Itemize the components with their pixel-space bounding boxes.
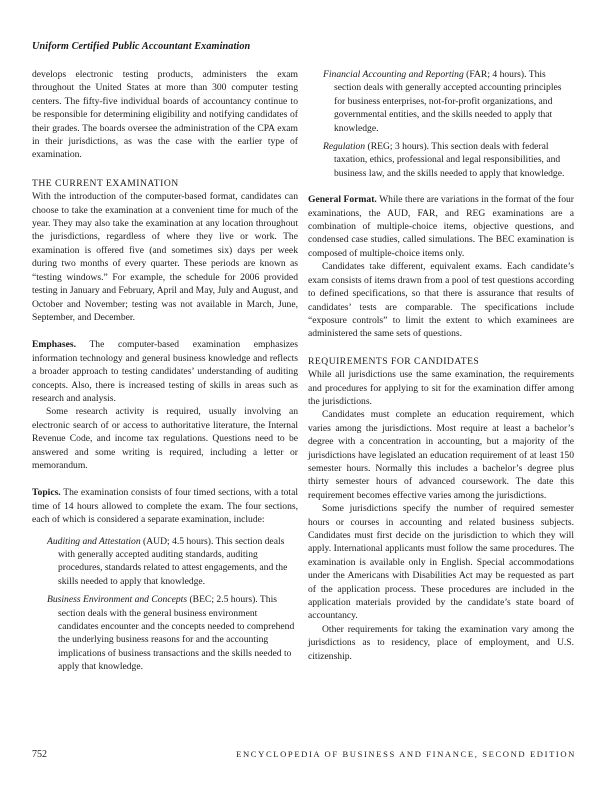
emphases-label: Emphases. [32, 339, 76, 351]
current-examination-heading: THE CURRENT EXAMINATION [32, 177, 179, 189]
list-item [323, 140, 574, 180]
research-paragraph: Some research activity is required, usually involving an electronic search of or access to authoritative literature, the Internal Revenue Code, and income tax regulations. Questions need to be answered and some writing is required, including a letter or memorandum. [32, 406, 298, 471]
requirements-paragraph: While all jurisdictions use the same examination, the requirements and procedures for applying to sit for the examination differ among the jurisdictions. [308, 369, 574, 407]
publication-title: ENCYCLOPEDIA OF BUSINESS AND FINANCE, SECOND EDITION [236, 749, 576, 759]
section-term: Financial Accounting and Reporting [323, 69, 464, 80]
section-term: Auditing and Attestation [47, 535, 141, 547]
candidates-paragraph: Candidates take different, equivalent exams. Each candidate’s exam consists of items drawn from a pool of test questions according to defined specifications, so that there is assurance that results of candidates’ tests are comparable. The specifications include “exposure controls” to limit the extent to which examinees are administered the same sets of questions. [308, 261, 574, 340]
exam-sections-list-left [32, 535, 298, 674]
list-item [47, 535, 298, 589]
emphases-text: The computer-based examination emphasizes information technology and general business knowledge and reflects a broader approach to testing candidates’ understanding of auditing concepts. Also, there is increased testing of skills in areas such as research and analysis. [32, 339, 298, 404]
general-format-paragraph [308, 193, 574, 260]
section-term: Business Environment and Concepts [47, 594, 188, 606]
current-exam-paragraph: With the introduction of the computer-based format, candidates can choose to take the examination at a convenient time for much of the year. They may also take the examination at any location throughout the jurisdictions, regardless of where they live or work. The examination is offered five (and sometimes six) days per week during two months of every quarter. These periods are known as “testing windows.” For example, the schedule for 2006 provided testing in January and February, April and May, July and August, and October and November; testing was not available in March, June, September, and December. [32, 191, 298, 323]
topics-text: The examination consists of four timed sections, with a total time of 14 hours allowed to complete the exam. The four sections, each of which is considered a separate examination, include: [32, 487, 298, 526]
page-number: 752 [32, 749, 47, 760]
exam-sections-list-right [308, 68, 574, 180]
emphases-paragraph [32, 338, 298, 405]
left-column [32, 68, 298, 679]
intro-paragraph: develops electronic testing products, administers the exam throughout the United States at more than 300 computer testing centers. The fifty-five individual boards of accountancy continue to be responsible for determining eligibility and notifying candidates of their grades. The boards oversee the administration of the CPA exam in their jurisdictions, as was the case with the earlier type of examination. [32, 69, 298, 161]
semester-hours-paragraph: Some jurisdictions specify the number of required semester hours or courses in accounting and related business subjects. Candidates must first decide on the jurisdiction to which they will apply. International applicants must follow the same procedures. The examination is available only in English. Special accommodations under the Americans with Disabilities Act may be requested as part of the application process. These procedures are included in the application materials provided by the candidate’s state board of accountancy. [308, 503, 574, 622]
running-head: Uniform Certified Public Accountant Examination [32, 41, 251, 52]
right-column [308, 68, 574, 663]
topics-paragraph [32, 486, 298, 526]
topics-label: Topics. [32, 487, 61, 499]
other-requirements-paragraph: Other requirements for taking the examination vary among the jurisdictions as to residency, place of employment, and U.S. citizenship. [308, 623, 574, 662]
section-description: (FAR; 4 hours). This section deals with generally accepted accounting principles for business enterprises, not-for-profit organizations, and governmental entities, and the skills needed to apply that knowledge. [334, 69, 562, 134]
section-description: (BEC; 2.5 hours). This section deals with the general business environment candidates encounter and the concepts needed to comprehend the underlying business reasons for and the accounting implications of business transactions and the skills needed to apply that knowledge. [58, 594, 295, 673]
section-description: (REG; 3 hours). This section deals with federal taxation, ethics, professional and legal responsibilities, and business law, and the skills needed to apply that knowledge. [334, 141, 565, 179]
general-format-label: General Format. [308, 194, 377, 206]
list-item [47, 593, 298, 673]
education-paragraph: Candidates must complete an education requirement, which varies among the jurisdictions. Most require at least a bachelor’s degree with a concentration in accounting, but a majority of the jurisdictions have legislated an education requirement of at least 150 semester hours. Normally this includes a bachelor’s degree plus thirty semester hours of advanced coursework. The date this requirement becomes effective varies among the jurisdictions. [308, 409, 574, 501]
page-footer [32, 749, 576, 760]
general-format-text: While there are variations in the format of the four examinations, the AUD, FAR, and REG examinations are a combination of multiple-choice items, objective questions, and condensed case studies, called simulations. The BEC examination is composed of multiple-choice items only. [308, 194, 574, 259]
requirements-heading: REQUIREMENTS FOR CANDIDATES [308, 355, 480, 367]
section-term: Regulation [323, 141, 366, 153]
list-item [323, 68, 574, 135]
section-description: (AUD; 4.5 hours). This section deals with generally accepted auditing standards, auditing procedures, standards related to attest engagements, and the skills needed to apply that knowledge. [58, 535, 288, 587]
